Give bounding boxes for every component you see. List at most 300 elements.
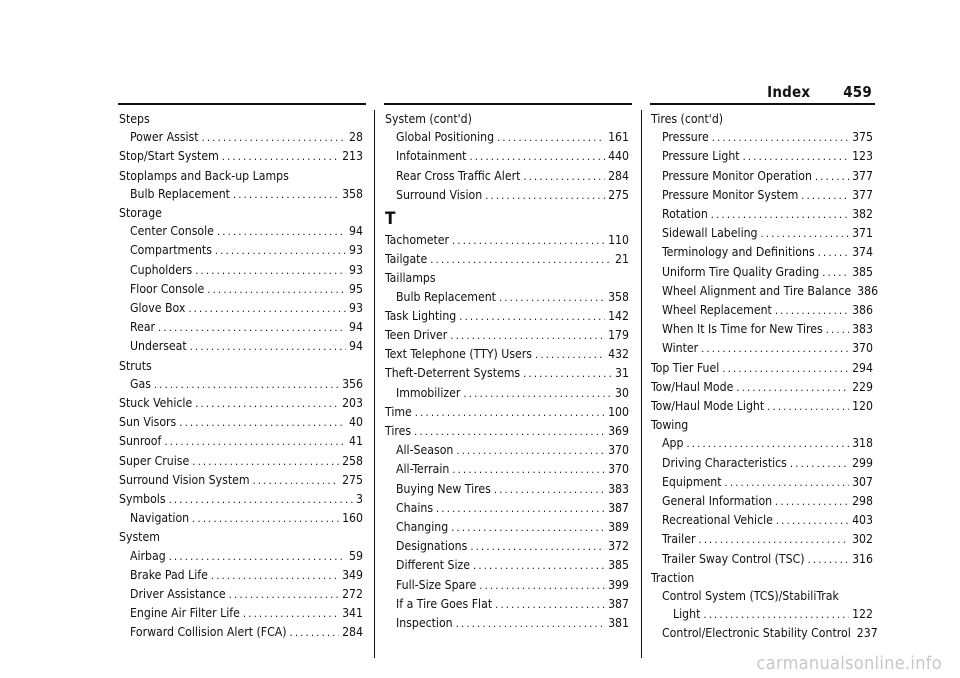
index-entry-label: Super Cruise [119,453,190,468]
dot-leader [701,340,849,358]
index-entry-label: Trailer [662,532,696,547]
index-entry [119,280,363,299]
dot-leader [698,531,849,549]
dot-leader [469,148,605,166]
index-entry [385,250,629,269]
index-entry [119,471,363,490]
index-entry-label: Tow/Haul Mode [651,379,734,394]
index-entry-page: 302 [852,532,873,547]
dot-leader [485,187,605,205]
index-entry [651,492,873,511]
dot-leader [497,129,605,147]
index-entry-page: 370 [608,443,629,458]
dot-leader [202,129,346,147]
index-entry [385,537,629,556]
index-entry [651,511,873,530]
dot-leader [703,606,849,624]
index-entry [651,167,873,186]
index-entry-page: 21 [615,252,629,267]
dot-leader [169,548,346,566]
index-entry [119,604,363,623]
index-entry-page: 3 [356,492,363,507]
index-entry-page: 284 [608,168,629,183]
index-entry-page: 377 [852,168,873,183]
index-entry-page: 120 [852,399,873,414]
dot-leader [815,168,849,186]
index-entry-page: 28 [349,130,363,145]
index-entry-page: 389 [608,520,629,535]
index-entry-label: Bulb Replacement [396,289,496,304]
index-entry-label: Inspection [396,616,453,631]
index-entry-page: 258 [342,453,363,468]
index-entry [385,422,629,441]
dot-leader [494,481,605,499]
index-heading: Traction [651,570,695,585]
index-entry [119,566,363,585]
index-entry-label: App [662,436,684,451]
index-entry-label: Recreational Vehicle [662,513,773,528]
index-entry [119,509,363,528]
index-entry-label: Immobilizer [396,385,461,400]
index-entry-page: 275 [342,472,363,487]
index-entry-label: Forward Collision Alert (FCA) [130,625,287,640]
index-entry [385,441,629,460]
dot-leader [436,500,605,518]
index-entry-label: Pressure Light [662,149,740,164]
index-entry [651,186,873,205]
dot-leader [743,148,849,166]
dot-leader [207,281,346,299]
dot-leader [826,321,849,339]
index-entry-page: 432 [608,347,629,362]
index-letter-heading: T [385,209,396,230]
index-heading: Control System (TCS)/StabiliTrak [662,589,839,604]
index-entry [119,394,363,413]
index-entry-page: 179 [608,328,629,343]
index-entry-page: 403 [852,513,873,528]
dot-leader [192,453,339,471]
dot-leader [164,433,346,451]
dot-leader [767,398,849,416]
index-entry-page: 94 [349,224,363,239]
index-entry [651,359,873,378]
index-entry-page: 374 [852,245,873,260]
dot-leader [253,472,340,490]
column-rule-3 [650,103,875,105]
dot-leader [195,262,346,280]
index-entry-label: Wheel Alignment and Tire Balance [662,283,852,298]
index-heading: Taillamps [385,271,436,286]
index-entry-page: 341 [342,606,363,621]
column-divider-2 [641,110,642,658]
dot-leader [808,551,850,569]
dot-leader [222,148,339,166]
index-entry-page: 272 [342,587,363,602]
dot-leader [775,493,849,511]
index-entry [651,205,873,224]
index-entry [651,530,873,549]
index-entry-page: 122 [852,607,873,622]
index-entry-page: 383 [608,481,629,496]
index-entry [651,147,873,166]
index-entry [651,301,873,320]
dot-leader [463,385,612,403]
index-entry-page: 349 [342,567,363,582]
index-entry-label: Pressure Monitor System [662,187,799,202]
index-entry-label: Compartments [130,243,212,258]
index-entry-label: General Information [662,494,773,509]
index-heading: Towing [651,418,689,433]
index-entry [651,282,879,301]
index-entry-label: If a Tire Goes Flat [396,596,493,611]
index-entry-page: 385 [608,558,629,573]
watermark-text: carmanualsonline.info [756,653,942,674]
index-heading: System [119,530,160,545]
index-entry-page: 316 [852,551,873,566]
index-entry [651,224,873,243]
dot-leader [188,300,346,318]
dot-leader [192,510,339,528]
index-entry-label: Rear [130,320,156,335]
index-entry-page: 358 [342,186,363,201]
index-entry-label: Teen Driver [385,328,448,343]
index-entry-label: Text Telephone (TTY) Users [385,347,533,362]
dot-leader [452,461,605,479]
index-entry-label: Pressure [662,130,709,145]
index-entry-label: Center Console [130,224,214,239]
dot-leader [822,264,849,282]
index-entry [119,547,363,566]
dot-leader [195,395,339,413]
index-entry [385,614,629,633]
index-entry [651,128,873,147]
index-entry-page: 386 [857,283,879,298]
index-entry-label: Theft-Deterrent Systems [385,366,521,381]
index-entry-page: 93 [349,262,363,277]
index-entry [385,147,629,166]
index-entry-label: Designations [396,539,468,554]
column-divider-1 [374,110,375,658]
dot-leader [473,557,605,575]
dot-leader [217,223,346,241]
dot-leader [523,365,612,383]
section-title: Index [767,83,811,101]
index-entry [651,605,873,624]
dot-leader [451,519,605,537]
index-entry-page: 318 [852,436,873,451]
index-entry-label: Surround Vision [396,187,483,202]
index-entry-label: Symbols [119,492,166,507]
dot-leader [215,242,346,260]
index-entry-page: 237 [856,626,878,641]
index-entry-label: Pressure Monitor Operation [662,168,812,183]
index-entry-label: Rear Cross Traffic Alert [396,168,521,183]
column-rule-1 [118,103,366,105]
index-entry-label: Time [385,404,412,419]
dot-leader [711,206,849,224]
index-entry [651,434,873,453]
index-entry [385,480,629,499]
index-entry-label: Light [673,607,701,622]
index-entry-page: 298 [852,494,873,509]
dot-leader [725,474,850,492]
dot-leader [761,225,850,243]
dot-leader [456,442,605,460]
index-entry [119,147,363,166]
index-entry-page: 356 [342,376,363,391]
index-entry-label: Stop/Start System [119,149,219,164]
index-entry-page: 41 [349,434,363,449]
index-entry-label: Chains [396,500,434,515]
index-entry-label: Cupholders [130,262,193,277]
index-entry-label: Floor Console [130,281,205,296]
index-entry-page: 377 [852,187,873,202]
dot-leader [818,244,849,262]
index-entry [385,364,629,383]
index-entry-label: Changing [396,520,449,535]
index-entry-label: Wheel Replacement [662,303,772,318]
index-entry-label: Tow/Haul Mode Light [651,399,765,414]
index-entry-label: Tachometer [385,233,450,248]
index-entry-page: 294 [852,360,873,375]
index-entry [385,288,629,307]
index-entry-label: Driver Assistance [130,587,226,602]
index-entry-label: Surround Vision System [119,472,250,487]
index-entry [651,397,873,416]
index-column-2 [385,110,629,633]
dot-leader [158,319,346,337]
index-entry [651,473,873,492]
dot-leader [470,538,605,556]
index-entry-label: When It Is Time for New Tires [662,322,823,337]
index-entry-page: 381 [608,616,629,631]
index-entry-label: Terminology and Definitions [662,245,815,260]
index-entry-page: 94 [349,339,363,354]
dot-leader [535,346,605,364]
index-entry-label: Power Assist [130,130,199,145]
index-entry-label: Full-Size Spare [396,577,477,592]
index-entry-page: 387 [608,596,629,611]
index-entry-page: 275 [608,187,629,202]
index-entry-page: 372 [608,539,629,554]
index-entry-page: 123 [852,149,873,164]
index-entry-page: 307 [852,474,873,489]
dot-leader [479,577,605,595]
index-entry-label: All-Terrain [396,462,450,477]
index-entry-page: 229 [852,379,873,394]
index-entry-label: Sunroof [119,434,162,449]
index-entry-page: 161 [608,130,629,145]
index-entry [119,185,363,204]
index-entry [651,243,873,262]
index-entry-label: Buying New Tires [396,481,491,496]
index-entry-label: Global Positioning [396,130,495,145]
index-entry [119,299,363,318]
index-entry-page: 386 [852,303,873,318]
index-heading: System (cont'd) [385,112,472,126]
dot-leader [495,596,605,614]
index-entry-page: 203 [342,396,363,411]
index-heading: Tires (cont'd) [651,112,724,126]
dot-leader [722,360,849,378]
index-entry-label: Top Tier Fuel [651,360,720,375]
index-entry-page: 100 [608,404,629,419]
index-entry-label: Navigation [130,511,190,526]
index-entry-label: Rotation [662,207,708,222]
index-column-3 [651,110,879,644]
index-entry-page: 30 [615,385,629,400]
index-entry [119,261,363,280]
page-number: 459 [843,83,872,101]
index-entry [651,454,873,473]
index-entry-label: Tailgate [385,252,428,267]
dot-leader [415,404,605,422]
index-entry-label: Driving Characteristics [662,455,787,470]
dot-leader [190,338,346,356]
index-entry-page: 382 [852,207,873,222]
index-entry-label: Sidewall Labeling [662,226,758,241]
index-entry-page: 370 [608,462,629,477]
index-entry-label: Infotainment [396,149,467,164]
dot-leader [459,308,605,326]
index-entry [119,241,363,260]
index-entry [651,263,873,282]
index-entry-page: 387 [608,500,629,515]
dot-leader [776,512,849,530]
index-entry-page: 93 [349,243,363,258]
dot-leader [452,232,605,250]
index-heading: Storage [119,206,162,221]
index-entry [119,222,363,241]
dot-leader [736,379,849,397]
index-entry [119,318,363,337]
dot-leader [775,302,849,320]
index-entry-label: Brake Pad Life [130,567,208,582]
index-entry-label: Stuck Vehicle [119,396,193,411]
dot-leader [712,129,849,147]
index-entry [651,320,873,339]
index-entry-page: 93 [349,301,363,316]
index-entry-page: 284 [342,625,363,640]
index-entry-page: 399 [608,577,629,592]
dot-leader [414,423,605,441]
dot-leader [233,186,339,204]
index-entry-label: Underseat [130,339,187,354]
index-entry [385,384,629,403]
index-heading: Steps [119,112,150,126]
index-entry-label: Tires [385,424,412,439]
index-entry-label: Gas [130,376,151,391]
index-entry-label: Trailer Sway Control (TSC) [662,551,805,566]
dot-leader [430,251,612,269]
dot-leader [450,327,605,345]
index-entry-page: 358 [608,289,629,304]
index-entry [119,452,363,471]
page-header [767,83,872,101]
index-entry [651,550,873,569]
index-entry-page: 440 [608,149,629,164]
index-entry [385,326,629,345]
index-entry-page: 31 [615,366,629,381]
dot-leader [523,168,605,186]
index-entry-label: All-Season [396,443,454,458]
index-entry [119,432,363,451]
index-entry-label: Sun Visors [119,415,177,430]
index-entry-page: 369 [608,424,629,439]
index-entry-label: Airbag [130,548,166,563]
index-entry [385,595,629,614]
index-entry-label: Equipment [662,474,722,489]
index-entry [385,231,629,250]
index-entry [385,576,629,595]
index-entry [385,186,629,205]
dot-leader [499,289,605,307]
index-entry-label: Uniform Tire Quality Grading [662,264,820,279]
index-entry [385,460,629,479]
index-heading: Stoplamps and Back-up Lamps [119,168,289,183]
index-entry [385,345,629,364]
index-entry-page: 383 [852,322,873,337]
index-entry-page: 213 [342,149,363,164]
index-entry [119,623,363,642]
dot-leader [229,586,339,604]
dot-leader [686,435,849,453]
index-entry [385,518,629,537]
index-entry [385,499,629,518]
index-entry [119,413,363,432]
dot-leader [211,567,339,585]
index-entry [651,624,878,643]
index-entry-page: 371 [852,226,873,241]
dot-leader [169,491,353,509]
index-entry-page: 95 [349,281,363,296]
index-entry [385,167,629,186]
index-entry [651,378,873,397]
index-entry-page: 160 [342,511,363,526]
index-entry-page: 375 [852,130,873,145]
dot-leader [154,376,339,394]
dot-leader [290,624,340,642]
index-entry [651,339,873,358]
index-entry-page: 385 [852,264,873,279]
index-entry-page: 299 [852,455,873,470]
index-entry [119,490,363,509]
index-entry [119,128,363,147]
index-entry [385,307,629,326]
index-entry-page: 40 [349,415,363,430]
index-entry-label: Different Size [396,558,471,573]
index-entry [119,585,363,604]
column-rule-2 [384,103,632,105]
dot-leader [456,615,605,633]
index-entry [385,128,629,147]
dot-leader [179,414,346,432]
index-entry-page: 142 [608,308,629,323]
index-entry-page: 59 [349,548,363,563]
index-heading: Struts [119,358,152,373]
index-entry [385,403,629,422]
index-column-1 [119,110,363,643]
index-entry-page: 94 [349,320,363,335]
dot-leader [790,455,849,473]
index-entry-label: Bulb Replacement [130,186,230,201]
index-entry [385,556,629,575]
index-entry [119,337,363,356]
dot-leader [801,187,849,205]
index-entry-label: Engine Air Filter Life [130,606,240,621]
index-entry [119,375,363,394]
dot-leader [243,605,339,623]
